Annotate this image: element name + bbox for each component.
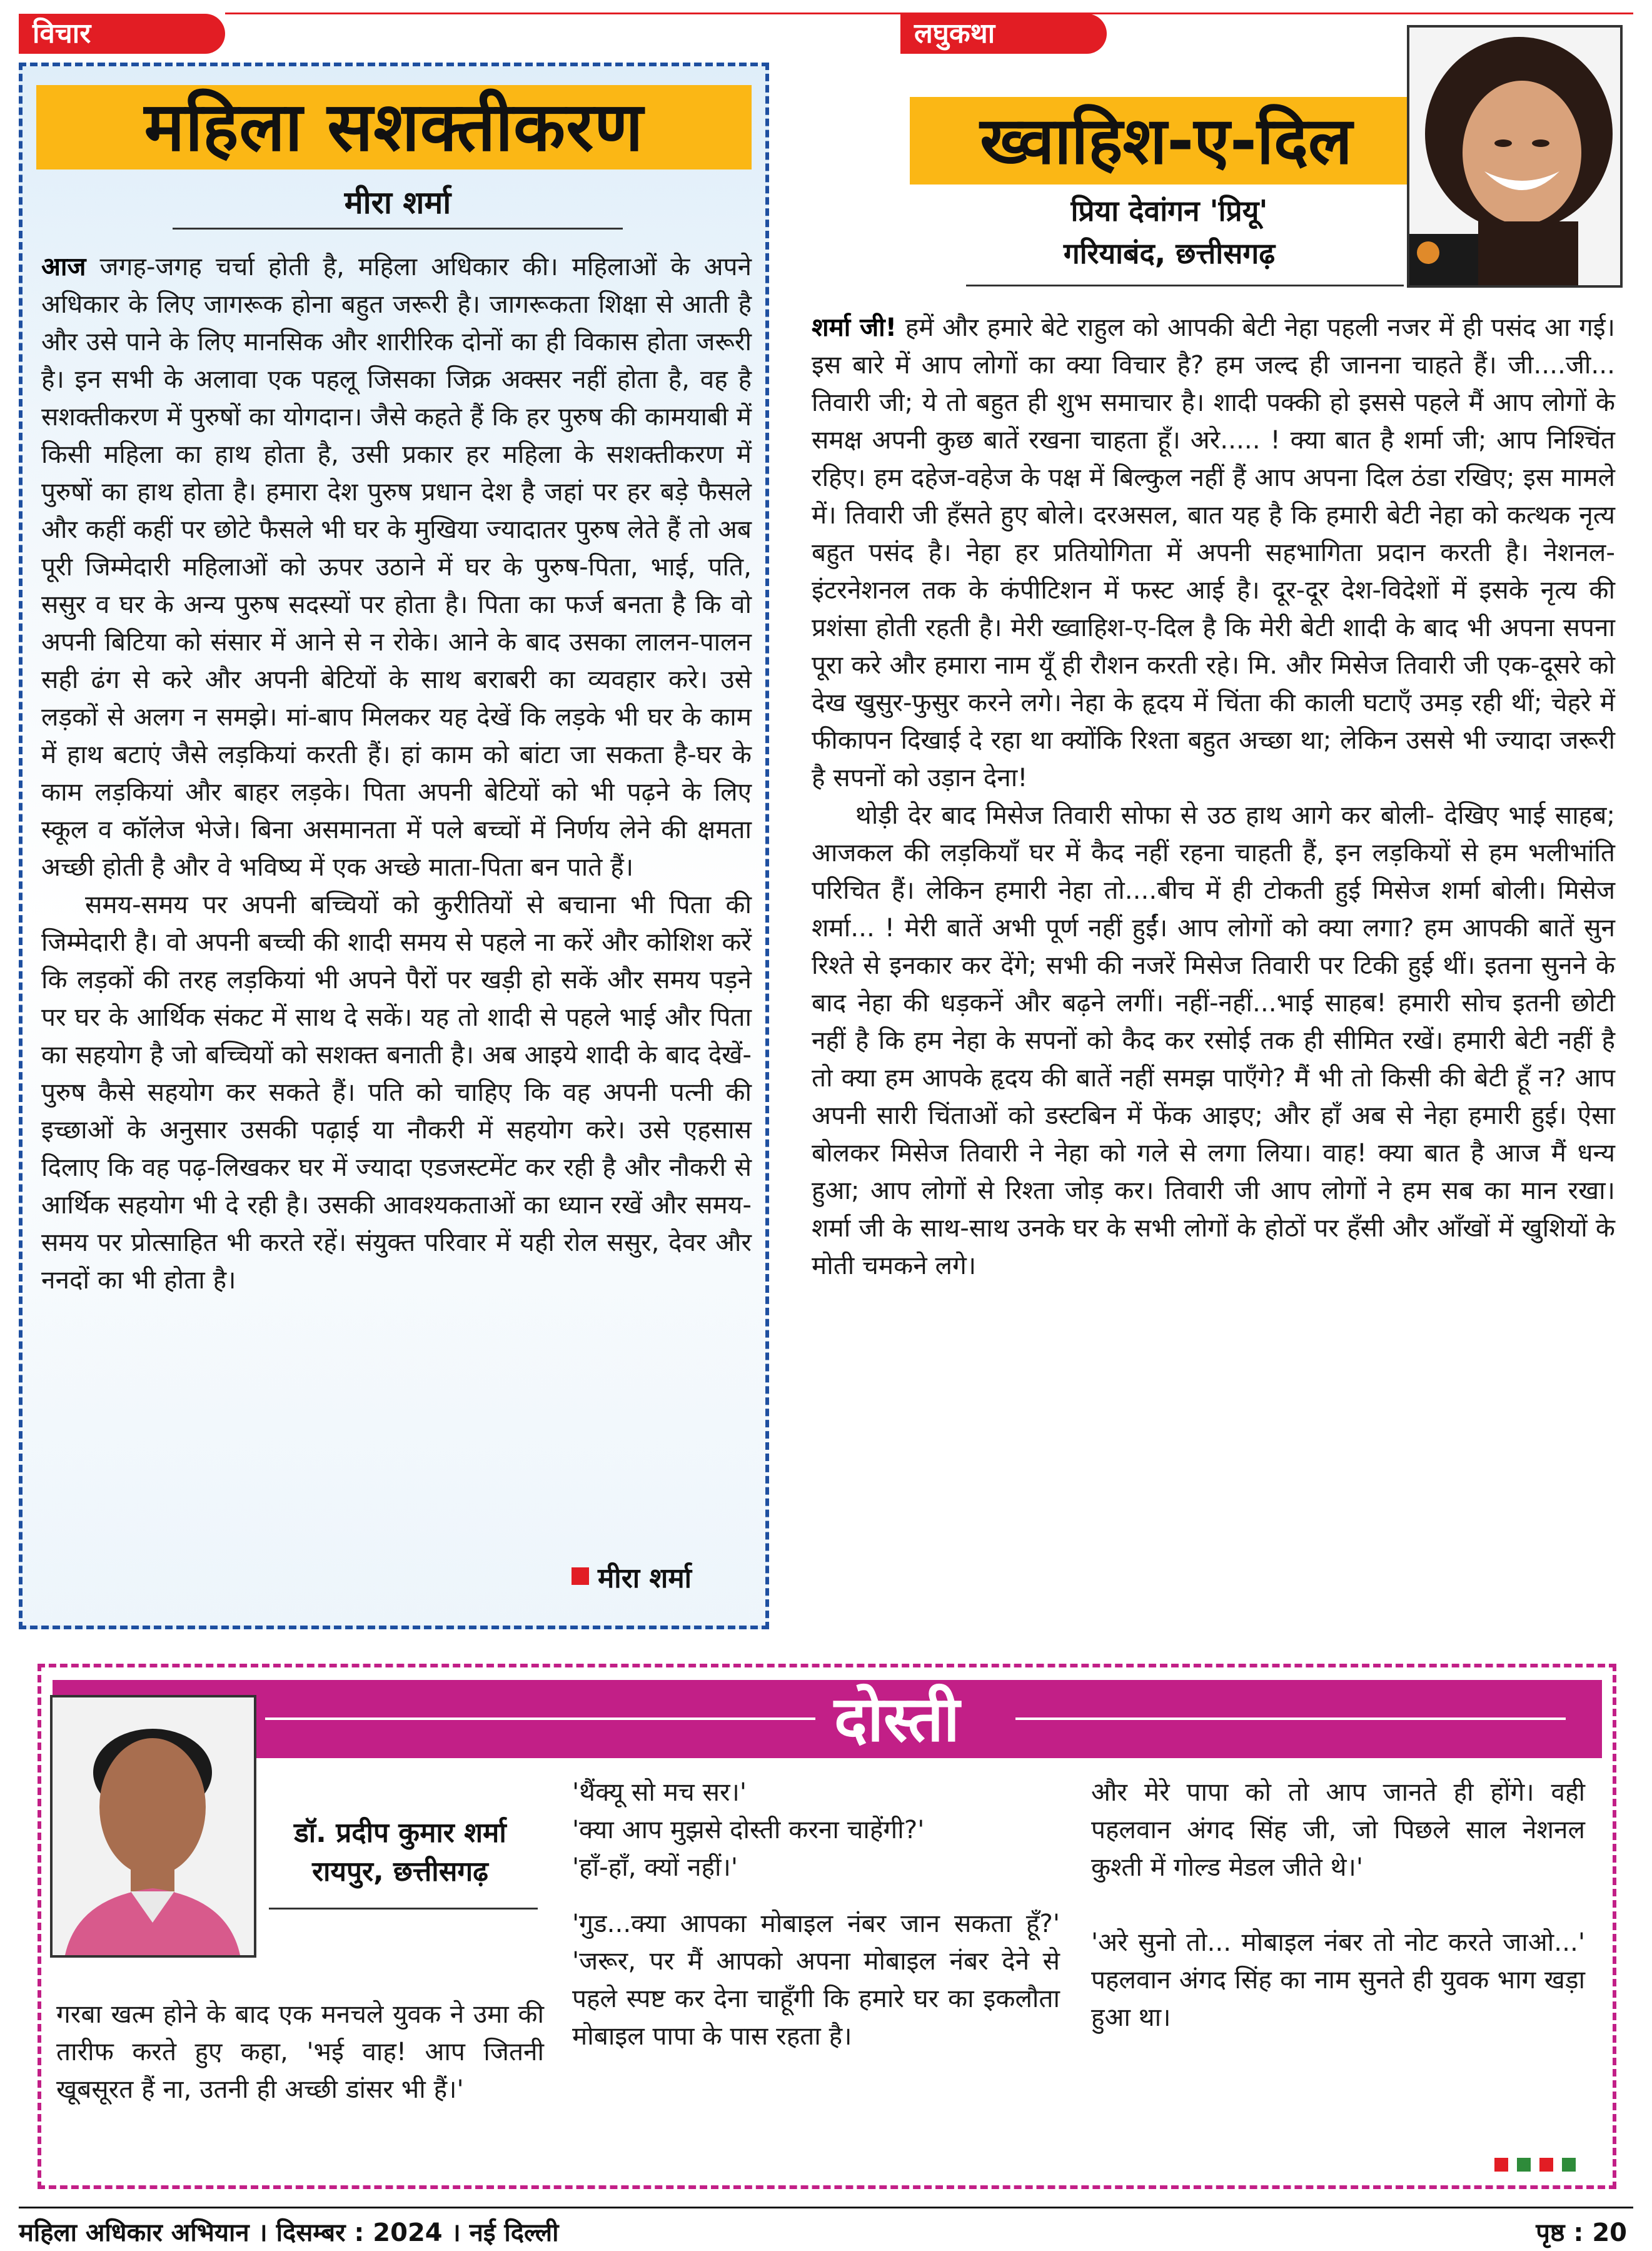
article-mahila-para-1: आज जगह-जगह चर्चा होती है, महिला अधिकार की। महिलाओं के अपने अधिकार के लिए जागरूक होना बहुत जरूरी है। जागरूकता शिक्षा से आती है और उसे पाने के लिए मानसिक और शारीरिक दोनों का ही विकास होता जरूरी है। इन सभी के अलावा एक पहलू जिसका जिक्र अक्सर नहीं होता है, वह है सशक्तीकरण में पुरुषों का योगदान। जैसे कहते हैं कि हर पुरुष की कामयाबी में किसी महिला का हाथ होता है, उसी प्रकार हर महिला के सशक्तीकरण में पुरुषों का हाथ होता है। हमारा देश पुरुष प्रधान देश है जहां पर हर बड़े फैसले और कहीं कहीं पर छोटे फैसले भी घर के मुखिया ज्यादातर पुरुष लेते हैं तो अब पूरी जिम्मेदारी महिलाओं को ऊपर उठाने में घर के पुरुष-पिता, भाई, पति, ससुर व घर के अन्य पुरुष सदस्यों पर होता है। पिता का फर्ज बनता है कि वो अपनी बिटिया को संसार में आने से न रोके। आने के बाद उसका लालन-पालन सही ढंग से करे और अपनी बेटियों के साथ बराबरी का व्यवहार करे। उसे लड़कों से अलग न समझे। मां-बाप मिलकर यह देखें कि लड़के भी घर के काम में हाथ बटाएं जैसे लड़कियां करती हैं। हां काम को बांटा जा सकता है-घर के काम लड़कियां और बाहर लड़के। पिता अपनी बेटियों को भी पढ़ने के लिए स्कूल व कॉलेज भेजे। बिना असमानता में पले बच्चों में निर्णय लेने की क्षमता अच्छी होती है और वे भविष्य में एक अच्छे माता-पिता बन पाते हैं। (41, 251, 752, 882)
article-mahila-title-banner (36, 85, 752, 169)
end-square-green-2 (1562, 2158, 1576, 2172)
article-dosti-col2-line-2: 'क्या आप मुझसे दोस्ती करना चाहेंगी?' (572, 1814, 925, 1844)
article-dosti-place: रायपुर, छत्तीसगढ़ (312, 1856, 488, 1888)
article-mahila-signature: मीरा शर्मा (598, 1562, 692, 1594)
banner-rule-right (1015, 1717, 1566, 1720)
article-dosti-col2-para: 'गुड...क्या आपका मोबाइल नंबर जान सकता हूँ?' 'जरूर, पर मैं आपको अपना मोबाइल नंबर देने से पहले स्पष्ट कर देना चाहूँगी कि हमारे घर का इकलौता मोबाइल पापा के पास रहता है। (572, 1908, 1060, 2051)
article-khwahish-title-banner (910, 97, 1423, 185)
end-square-red-2 (1539, 2158, 1553, 2172)
footer-rule (19, 2207, 1633, 2208)
author-portrait-icon (53, 1697, 254, 1955)
article-dosti-col3-para-1: और मेरे पापा को तो आप जानते ही होंगे। वही पहलवान अंगद सिंह जी, जो पिछले साल नेशनल कुश्ती में गोल्ड मेडल जीते थे।' (1091, 1777, 1585, 1882)
article-khwahish-place: गरियाबंद, छत्तीसगढ़ (1063, 236, 1276, 270)
article-mahila-lead: आज (41, 251, 86, 281)
article-dosti-col-2 (572, 1773, 1060, 2055)
article-dosti-col2-line-3: 'हाँ-हाँ, क्यों नहीं।' (572, 1852, 738, 1882)
article-mahila-box (19, 63, 769, 1629)
section-tag-laghukatha: लघुकथा (900, 14, 1107, 54)
section-tag-vichar: विचार (19, 14, 225, 54)
footer-publication: महिला अधिकार अभियान । दिसम्बर : 2024 । नई दिल्ली (19, 2218, 559, 2247)
article-khwahish-title: ख्वाहिश-ए-दिल (980, 103, 1352, 179)
article-khwahish-body (812, 308, 1615, 1284)
article-khwahish-lead: शर्मा जी! (812, 312, 897, 342)
article-mahila-title: महिला सशक्तीकरण (144, 88, 644, 166)
end-square-red-1 (1494, 2158, 1508, 2172)
article-dosti-author-block (269, 1814, 531, 1891)
article-khwahish-para-2: थोड़ी देर बाद मिसेज तिवारी सोफा से उठ हाथ आगे कर बोली- देखिए भाई साहब; आजकल की लड़कियाँ घर में कैद नहीं रहना चाहती हैं, इन लड़कियों से हम भलीभांति परिचित हैं। लेकिन हमारी नेहा तो....बीच में ही टोकती हुई मिसेज शर्मा बोली। मिसेज शर्मा... ! मेरी बातें अभी पूर्ण नहीं हुईं। आप लोगों को क्या लगा? हम आपकी बातें सुन रिश्ते से इनकार कर देंगे; सभी की नजरें मिसेज तिवारी पर टिकी हुई थीं। इतना सुनने के बाद नेहा की धड़कनें और बढ़ने लगीं। नहीं-नहीं...भाई साहब! हमारी सोच इतनी छोटी नहीं है कि हम नेहा के सपनों को कैद कर रसोई तक ही सीमित रखें। हमारी बेटी नहीं है तो क्या हम आपके हृदय की बातें नहीं समझ पाएँगे? मैं भी तो किसी की बेटी हूँ न? आप अपनी सारी चिंताओं को डस्टबिन में फेंक आइए; और हाँ अब से नेहा हमारी हुई। ऐसा बोलकर मिसेज तिवारी ने नेहा को गले से लगा लिया। वाह! क्या बात है आज मैं धन्य हुआ; आप लोगों से रिश्ता जोड़ कर। तिवारी जी आप लोगों ने हम सब का मान रखा। शर्मा जी के साथ-साथ उनके घर के सभी लोगों के होठों पर हँसी और आँखों में खुशियों के मोती चमकने लगे। (812, 800, 1615, 1280)
article-khwahish-para-1: शर्मा जी! हमें और हमारे बेटे राहुल को आपकी बेटी नेहा पहली नजर में ही पसंद आ गई। इस बारे में आप लोगों का क्या विचार है? हम जल्द ही जानना चाहते हैं। जी....जी... तिवारी जी; ये तो बहुत ही शुभ समाचार है। शादी पक्की हो इससे पहले मैं आप लोगों के समक्ष अपनी कुछ बातें रखना चाहता हूँ। अरे..... ! क्या बात है शर्मा जी; आप निश्चिंत रहिए। हम दहेज-वहेज के पक्ष में बिल्कुल नहीं हैं आप अपना दिल ठंडा रखिए; इस मामले में। तिवारी जी हँसते हुए बोले। दरअसल, बात यह है कि हमारी बेटी नेहा को कत्थक नृत्य बहुत पसंद है। नेहा हर प्रतियोगिता में अपनी सहभागिता प्रदान करती है। नेशनल-इंटरनेशनल तक के कंपीटिशन में फस्ट आई है। दूर-दूर देश-विदेशों में इसके नृत्य की प्रशंसा होती रहती है। मेरी ख्वाहिश-ए-दिल है कि मेरी बेटी शादी के बाद भी अपना सपना पूरा करे और हमारा नाम यूँ ही रौशन करती रहे। मि. और मिसेज तिवारी जी एक-दूसरे को देख खुसुर-फुसुर करने लगे। नेहा के हृदय में चिंता की काली घटाएँ उमड़ रही थीं; चेहरे में फीकापन दिखाई दे रहा था क्योंकि रिश्ता बहुत अच्छा था; लेकिन उससे भी ज्यादा जरूरी है सपनों को उड़ान देना! (812, 312, 1615, 792)
article-dosti-title: दोस्ती (834, 1682, 960, 1756)
article-mahila-author: मीरा शर्मा (344, 185, 451, 221)
article-mahila-author-rule (173, 228, 623, 230)
article-mahila-para-2: समय-समय पर अपनी बच्चियों को कुरीतियों से बचाना भी पिता की जिम्मेदारी है। वो अपनी बच्ची की शादी समय से पहले ना करें और कोशिश करें कि लड़कों की तरह लड़कियां भी अपने पैरों पर खड़ी हो सकें और समय पड़ने पर घर के आर्थिक संकट में साथ दे सकें। यह तो शादी से पहले भाई और पिता का सहयोग है जो बच्चियों को सशक्त बनाती है। अब आइये शादी के बाद देखें-पुरुष कैसे सहयोग कर सकते हैं। पति को चाहिए कि वह अपनी पत्नी की इच्छाओं के अनुसार उसकी पढ़ाई या नौकरी में सहयोग करे। उसे एहसास दिलाए कि वह पढ़-लिखकर घर में ज्यादा एडजस्टमेंट कर रही है और नौकरी से आर्थिक सहयोग भी दे रही है। उसकी आवश्यकताओं का ध्यान रखें और समय-समय पर प्रोत्साहित भी करते रहें। संयुक्त परिवार में यही रोल ससुर, देवर और ननदों का भी होता है। (41, 889, 752, 1295)
end-square-green-1 (1517, 2158, 1531, 2172)
signature-marker (572, 1567, 589, 1585)
article-dosti-author-rule (269, 1908, 538, 1910)
article-dosti-col1-para: गरबा खत्म होने के बाद एक मनचले युवक ने उमा की तारीफ करते हुए कहा, 'भई वाह! आप जितनी खूबसूरत हैं ना, उतनी ही अच्छी डांसर भी हैं।' (56, 1999, 544, 2104)
article-mahila-body (41, 248, 752, 1298)
author-portrait-icon (1409, 28, 1620, 285)
article-dosti-col-3 (1091, 1773, 1585, 2036)
author-photo-pradeep (50, 1695, 256, 1958)
author-photo-priya (1407, 25, 1623, 288)
article-khwahish-author-rule (966, 285, 1404, 286)
article-dosti-col2-line-1: 'थैंक्यू सो मच सर।' (572, 1777, 747, 1807)
article-dosti-col3-para-2: 'अरे सुनो तो... मोबाइल नंबर तो नोट करते जाओ...' पहलवान अंगद सिंह का नाम सुनते ही युवक भाग खड़ा हुआ था। (1091, 1927, 1585, 2032)
article-khwahish-author: प्रिया देवांगन 'प्रियू' (1070, 194, 1268, 228)
banner-rule-left (265, 1717, 815, 1720)
article-dosti-title-banner (53, 1680, 1602, 1758)
article-dosti-col-1 (56, 1995, 544, 2108)
article-dosti-author: डॉ. प्रदीप कुमार शर्मा (294, 1817, 506, 1849)
footer-page-number: पृष्ठ : 20 (1536, 2218, 1627, 2247)
